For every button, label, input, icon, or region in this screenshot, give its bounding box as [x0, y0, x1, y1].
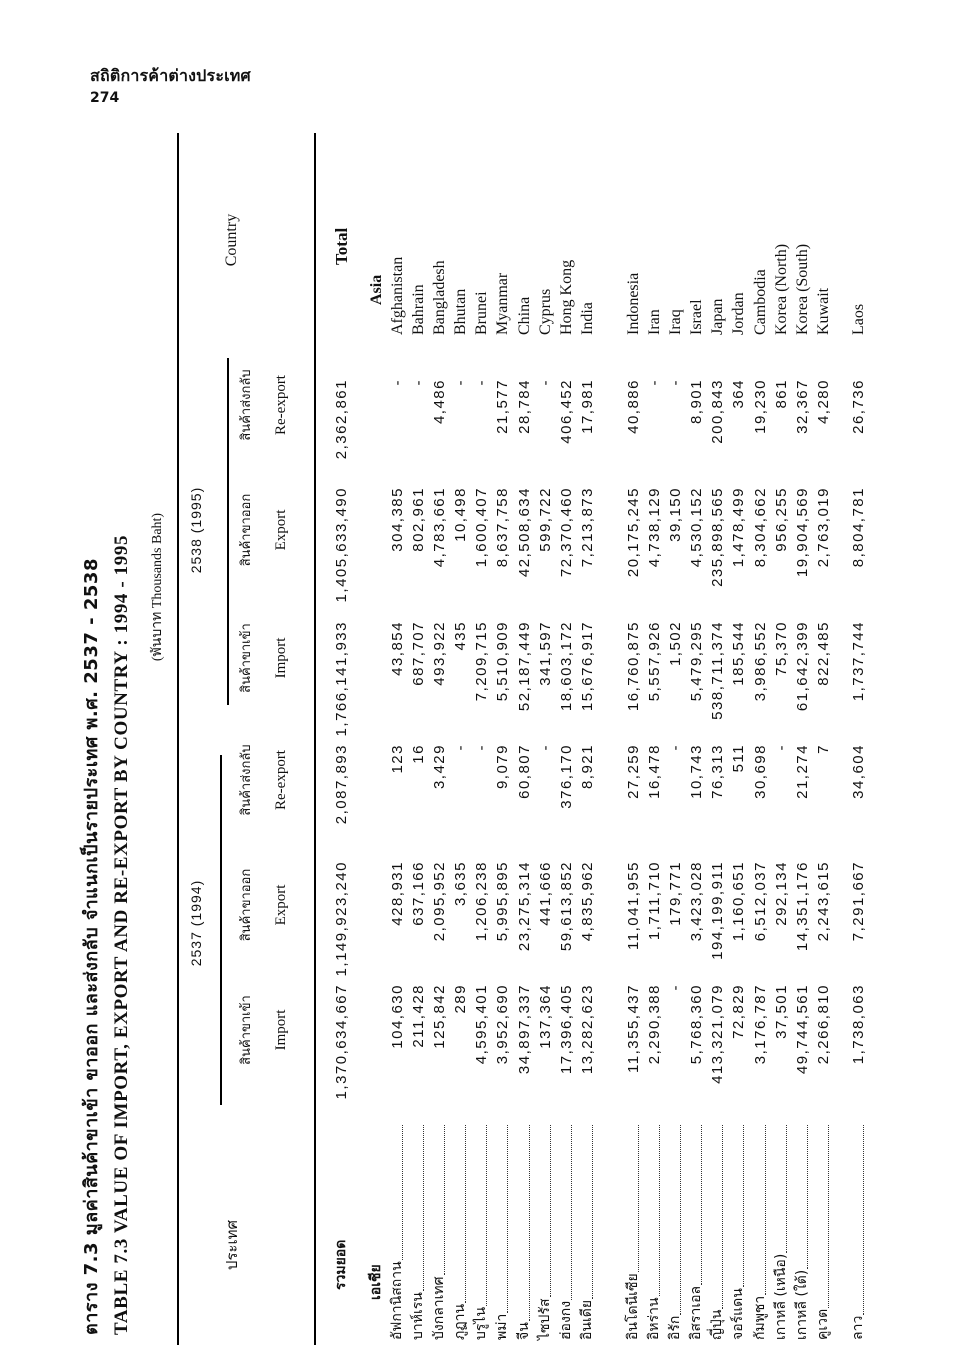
import-1995-value: 3,986,552	[751, 621, 769, 702]
reexport-1994-value: -	[452, 744, 470, 751]
export-1994-value: 14,351,176	[793, 861, 811, 952]
import-1995-value: 7,209,715	[473, 621, 491, 702]
country-name-thai-cell	[514, 1125, 535, 1340]
reexport-1995-value: 26,736	[850, 379, 867, 434]
country-name-thai-cell	[429, 1125, 450, 1340]
country-name-thai-cell	[492, 1125, 513, 1340]
country-group	[848, 133, 869, 1345]
country-name-thai: เกาหลี (ใต้)	[793, 1269, 810, 1340]
import-1995-value: 5,479,295	[688, 621, 706, 702]
import-1994-value: 289	[452, 984, 470, 1014]
column-header-export-1995: Export	[273, 509, 289, 551]
column-header-reexport-1995-thai: สินค้าส่งกลับ	[239, 369, 254, 441]
import-1995-value: 52,187,449	[515, 621, 533, 712]
total-export-1995: 1,405,633,490	[333, 487, 350, 603]
import-1994-value: 3,176,787	[751, 984, 769, 1065]
country-name-english: Indonesia	[625, 272, 642, 335]
import-1995-value: 15,676,917	[578, 621, 596, 712]
export-1995-value: 4,530,152	[688, 487, 706, 568]
dot-leader	[422, 1125, 424, 1291]
country-name-thai-cell	[750, 1125, 771, 1340]
export-1995-value: 1,478,499	[730, 487, 748, 568]
reexport-1995-value: 19,230	[751, 379, 769, 434]
export-1994-value: 5,995,895	[494, 861, 512, 942]
country-name-english: Hong Kong	[557, 259, 575, 335]
table-row	[408, 133, 429, 1345]
dot-leader	[827, 1125, 829, 1308]
reexport-1994-value: 3,429	[431, 744, 449, 790]
reexport-1995-value: 40,886	[625, 379, 642, 434]
import-1994-value: 13,282,623	[578, 984, 596, 1075]
country-name-thai: ภูฏาน	[452, 1303, 469, 1340]
import-1994-value: 5,768,360	[688, 984, 706, 1065]
export-1995-value: 8,304,662	[751, 487, 769, 568]
import-1994-value: 1,738,063	[850, 984, 867, 1065]
table-title-thai: ตาราง 7.3 มูลค่าสินค้าขาเข้า ขาออก และส่งกลับ จำแนกเป็นรายประเทศ พ.ศ. 2537 - 2538	[81, 558, 102, 1335]
import-1994-value: 4,595,401	[473, 984, 491, 1065]
country-name-thai-cell	[644, 1125, 665, 1340]
reexport-1994-value: 60,807	[515, 744, 533, 799]
country-name-thai: คูเวต	[814, 1308, 831, 1340]
import-1994-value: 104,630	[389, 984, 406, 1049]
export-1994-value: 11,041,955	[625, 861, 642, 950]
country-name-english: Laos	[850, 303, 867, 335]
export-1995-value: 8,804,781	[850, 487, 867, 568]
country-name-thai-cell	[535, 1125, 556, 1340]
reexport-1995-value: 28,784	[515, 379, 533, 434]
import-1994-value: 34,897,337	[515, 984, 533, 1075]
table-row	[750, 133, 771, 1345]
export-1995-value: 7,213,873	[578, 487, 596, 568]
year-1995-rule	[227, 358, 229, 705]
unit-label: (พันบาท Thousands Baht)	[150, 512, 165, 662]
reexport-1995-value: -	[410, 379, 428, 386]
import-1994-value: 413,321,079	[709, 984, 727, 1084]
export-1994-value: 2,243,615	[814, 861, 832, 942]
country-name-english: China	[515, 296, 533, 335]
total-import-1995: 1,766,141,933	[333, 621, 350, 737]
country-group	[623, 133, 834, 1345]
region-label-english: Asia	[368, 274, 385, 305]
reexport-1995-value: -	[389, 379, 406, 386]
reexport-1995-value: 406,452	[557, 379, 575, 444]
header-rule	[314, 133, 316, 1345]
country-name-english: Brunei	[473, 291, 491, 335]
country-name-thai: บรูไน	[473, 1306, 490, 1340]
country-name-thai-cell	[848, 1125, 869, 1340]
year-1994-rule	[220, 755, 222, 1105]
import-1995-value: 822,485	[814, 621, 832, 686]
country-name-thai: บังกลาเทศ	[431, 1276, 448, 1340]
import-1995-value: 16,760,875	[625, 621, 642, 712]
table-title-english: TABLE 7.3 VALUE OF IMPORT, EXPORT AND RE-EXPORT BY COUNTRY : 1994 - 1995	[111, 534, 132, 1335]
country-name-thai: อินเดีย	[578, 1299, 595, 1340]
column-header-import-1995: Import	[273, 637, 289, 679]
import-1994-value: 11,355,437	[625, 984, 642, 1073]
country-name-english: Israel	[688, 299, 706, 335]
export-1994-value: 1,160,651	[730, 861, 748, 942]
import-1994-value: -	[667, 984, 685, 991]
import-1994-value: 211,428	[410, 984, 428, 1048]
country-name-english: Iraq	[667, 309, 685, 335]
export-1994-value: 6,512,037	[751, 861, 769, 942]
reexport-1995-value: 200,843	[709, 379, 727, 444]
dot-leader	[806, 1125, 808, 1269]
table-row	[665, 133, 686, 1345]
country-name-english: Bhutan	[452, 288, 470, 335]
dot-leader	[679, 1125, 681, 1315]
column-header-reexport-1994: Re-export	[273, 750, 289, 810]
import-1994-value: 137,364	[536, 984, 554, 1049]
country-name-thai-cell	[577, 1125, 598, 1340]
country-name-english: Cyprus	[536, 288, 554, 335]
import-1995-value: 435	[452, 621, 470, 651]
total-label-thai: รวมยอด	[333, 1239, 349, 1290]
import-1995-value: 43,854	[389, 621, 406, 676]
country-header-thai: ประเทศ	[223, 1219, 241, 1271]
dot-leader	[401, 1125, 403, 1260]
country-name-thai: จอร์แดน	[730, 1288, 747, 1340]
country-name-thai: อิรัก	[667, 1315, 684, 1340]
table-row	[792, 133, 813, 1345]
import-1994-value: 17,396,405	[557, 984, 575, 1075]
export-1995-value: 10,498	[452, 487, 470, 542]
export-1994-value: 441,666	[536, 861, 554, 926]
import-1995-value: 341,597	[536, 621, 554, 686]
country-name-english: Cambodia	[751, 269, 769, 335]
statistics-table	[60, 133, 910, 1345]
reexport-1994-value: 21,274	[793, 744, 811, 799]
table-row	[492, 133, 513, 1345]
country-name-thai: ลาว	[850, 1315, 866, 1340]
export-1995-value: 599,722	[536, 487, 554, 552]
column-header-import-1995-thai: สินค้าขาเข้า	[239, 623, 254, 693]
table-row	[577, 133, 598, 1345]
dot-leader	[785, 1125, 787, 1253]
export-1994-value: 3,423,028	[688, 861, 706, 942]
reexport-1995-value: -	[452, 379, 470, 386]
import-1995-value: 493,922	[431, 621, 449, 686]
table-row	[471, 133, 492, 1345]
region-row-asia	[366, 133, 387, 1345]
country-name-english: Afghanistan	[389, 256, 406, 335]
reexport-1994-value: -	[473, 744, 491, 751]
dot-leader	[591, 1125, 593, 1299]
reexport-1995-value: 32,367	[793, 379, 811, 434]
export-1994-value: 194,199,911	[709, 861, 727, 960]
reexport-1995-value: -	[536, 379, 554, 386]
import-1995-value: 687,707	[410, 621, 428, 686]
country-name-thai-cell	[771, 1125, 792, 1340]
dot-leader	[658, 1125, 660, 1296]
export-1995-value: 39,150	[667, 487, 685, 542]
country-name-english: Jordan	[730, 292, 748, 335]
running-title: สถิติการค้าต่างประเทศ	[90, 66, 251, 85]
table-row	[450, 133, 471, 1345]
country-name-thai-cell	[707, 1125, 728, 1340]
country-name-thai: ฮ่องกง	[557, 1300, 574, 1340]
table-row	[556, 133, 577, 1345]
export-1995-value: 72,370,460	[557, 487, 575, 578]
reexport-1994-value: 9,079	[494, 744, 512, 790]
reexport-1994-value: 376,170	[557, 744, 575, 809]
column-header-import-1994-thai: สินค้าขาเข้า	[239, 995, 254, 1065]
country-name-thai: ไซปรัส	[536, 1298, 553, 1340]
dot-leader	[637, 1125, 639, 1272]
country-name-thai: บาห์เรน	[410, 1292, 427, 1340]
table-row	[848, 133, 869, 1345]
country-name-thai-cell	[728, 1125, 749, 1340]
export-1994-value: 1,206,238	[473, 861, 491, 942]
export-1995-value: 4,738,129	[646, 487, 664, 568]
export-1995-value: 1,600,407	[473, 487, 491, 568]
dot-leader	[570, 1125, 572, 1300]
total-export-1994: 1,149,923,240	[333, 861, 350, 977]
dot-leader	[549, 1125, 551, 1298]
import-1995-value: 18,603,172	[557, 621, 575, 712]
import-1995-value: 5,510,909	[494, 621, 512, 702]
total-import-1994: 1,370,634,667	[333, 984, 350, 1100]
dot-leader	[742, 1125, 744, 1287]
export-1994-value: 7,291,667	[850, 861, 867, 942]
country-name-thai: อินโดนีเซีย	[625, 1273, 641, 1340]
dot-leader	[764, 1125, 766, 1295]
country-name-thai: จีน	[515, 1322, 532, 1340]
country-name-english: Bahrain	[410, 284, 428, 335]
column-header-export-1995-thai: สินค้าขาออก	[239, 493, 254, 567]
year-header-1994: 2537 (1994)	[188, 879, 204, 967]
country-name-english: Korea (South)	[793, 243, 811, 335]
reexport-1994-value: 34,604	[850, 744, 867, 799]
import-1995-value: 75,370	[772, 621, 790, 676]
reexport-1994-value: 30,698	[751, 744, 769, 799]
import-1995-value: 1,502	[667, 621, 685, 667]
country-name-english: Japan	[709, 298, 727, 335]
region-label-thai: เอเชีย	[368, 1264, 384, 1300]
country-name-thai: ญี่ปุ่น	[709, 1309, 726, 1340]
column-header-export-1994: Export	[273, 884, 289, 926]
column-header-reexport-1994-thai: สินค้าส่งกลับ	[239, 744, 254, 816]
total-row	[331, 133, 352, 1345]
export-1994-value: 292,134	[772, 861, 790, 926]
table-row	[429, 133, 450, 1345]
export-1995-value: 956,255	[772, 487, 790, 552]
import-1994-value: 3,952,690	[494, 984, 512, 1065]
reexport-1995-value: 8,901	[688, 379, 706, 425]
country-name-thai-cell	[450, 1125, 471, 1340]
country-name-thai: เกาหลี (เหนือ)	[772, 1253, 789, 1340]
reexport-1994-value: 7	[814, 744, 832, 754]
country-name-thai: อัฟกานิสถาน	[389, 1261, 405, 1340]
table-row	[387, 133, 408, 1345]
table-row	[535, 133, 556, 1345]
column-header-import-1994: Import	[273, 1009, 289, 1051]
table-row	[644, 133, 665, 1345]
import-1995-value: 538,711,374	[709, 621, 727, 720]
export-1994-value: 637,166	[410, 861, 428, 926]
import-1994-value: 2,290,388	[646, 984, 664, 1065]
export-1995-value: 8,637,758	[494, 487, 512, 568]
country-name-thai-cell	[792, 1125, 813, 1340]
dot-leader	[528, 1125, 530, 1321]
country-name-thai-cell	[408, 1125, 429, 1340]
export-1994-value: 3,635	[452, 861, 470, 907]
reexport-1994-value: 8,921	[578, 744, 596, 790]
reexport-1995-value: 4,486	[431, 379, 449, 425]
table-row	[813, 133, 834, 1345]
dot-leader	[700, 1125, 702, 1285]
import-1994-value: 49,744,561	[793, 984, 811, 1075]
reexport-1994-value: 16	[410, 744, 428, 764]
country-name-thai-cell	[665, 1125, 686, 1340]
total-label-english: Total	[332, 227, 351, 265]
import-1994-value: 125,842	[431, 984, 449, 1049]
country-name-thai-cell	[813, 1125, 834, 1340]
country-name-english: Iran	[646, 309, 664, 335]
export-1995-value: 19,904,569	[793, 487, 811, 578]
country-name-thai-cell	[556, 1125, 577, 1340]
country-group	[387, 133, 598, 1345]
country-name-thai: อิหร่าน	[646, 1297, 663, 1340]
country-name-thai-cell	[686, 1125, 707, 1340]
dot-leader	[464, 1125, 466, 1303]
country-name-english: Bangladesh	[431, 260, 449, 335]
export-1994-value: 59,613,852	[557, 861, 575, 952]
country-name-thai-cell	[623, 1125, 644, 1340]
country-name-english: Kuwait	[814, 287, 832, 335]
reexport-1994-value: -	[536, 744, 554, 751]
dot-leader	[485, 1125, 487, 1306]
country-header-english: Country	[223, 213, 240, 267]
reexport-1994-value: -	[772, 744, 790, 751]
country-name-thai: อิสราเอล	[688, 1285, 705, 1340]
reexport-1995-value: 21,577	[494, 379, 512, 434]
reexport-1994-value: -	[667, 744, 685, 751]
table-row	[686, 133, 707, 1345]
export-1994-value: 428,931	[389, 861, 406, 926]
export-1994-value: 23,275,314	[515, 861, 533, 952]
top-rule	[177, 133, 179, 1345]
export-1995-value: 42,508,634	[515, 487, 533, 578]
reexport-1994-value: 76,313	[709, 744, 727, 799]
column-header-export-1994-thai: สินค้าขาออก	[239, 868, 254, 942]
dot-leader	[862, 1125, 864, 1315]
dot-leader	[506, 1125, 508, 1313]
reexport-1994-value: 123	[389, 744, 406, 774]
export-1995-value: 304,385	[389, 487, 406, 552]
import-1994-value: 37,501	[772, 984, 790, 1039]
reexport-1995-value: 4,280	[814, 379, 832, 425]
country-name-thai: พม่า	[494, 1313, 511, 1340]
export-1995-value: 802,961	[410, 487, 428, 552]
export-1995-value: 4,783,661	[431, 487, 449, 568]
table-row	[707, 133, 728, 1345]
table-row	[771, 133, 792, 1345]
dot-leader	[443, 1125, 445, 1275]
export-1994-value: 4,835,962	[578, 861, 596, 942]
reexport-1994-value: 10,743	[688, 744, 706, 799]
export-1995-value: 235,898,565	[709, 487, 727, 587]
country-name-english: India	[578, 302, 596, 335]
table-row	[623, 133, 644, 1345]
reexport-1994-value: 511	[730, 744, 748, 773]
dot-leader	[721, 1125, 723, 1309]
import-1994-value: 2,266,810	[814, 984, 832, 1065]
reexport-1995-value: -	[646, 379, 664, 386]
column-header-reexport-1995: Re-export	[273, 375, 289, 435]
total-reexport-1995: 2,362,861	[333, 379, 350, 460]
table-row	[514, 133, 535, 1345]
total-reexport-1994: 2,087,893	[333, 744, 350, 825]
page-number: 274	[90, 90, 120, 106]
country-name-thai: กัมพูชา	[751, 1295, 768, 1340]
import-1995-value: 1,737,744	[850, 621, 867, 702]
export-1994-value: 2,095,952	[431, 861, 449, 942]
country-name-thai-cell	[471, 1125, 492, 1340]
export-1994-value: 1,711,710	[646, 861, 664, 941]
import-1994-value: 72,829	[730, 984, 748, 1039]
country-name-english: Myanmar	[494, 272, 512, 335]
export-1995-value: 2,763,019	[814, 487, 832, 568]
reexport-1994-value: 27,259	[625, 744, 642, 799]
country-name-english: Korea (North)	[772, 243, 790, 335]
reexport-1994-value: 16,478	[646, 744, 664, 799]
reexport-1995-value: 17,981	[578, 379, 596, 434]
import-1995-value: 61,642,399	[793, 621, 811, 712]
reexport-1995-value: -	[473, 379, 491, 386]
table-row	[728, 133, 749, 1345]
import-1995-value: 5,557,926	[646, 621, 664, 702]
export-1995-value: 20,175,245	[625, 487, 642, 578]
reexport-1995-value: -	[667, 379, 685, 386]
year-header-1995: 2538 (1995)	[188, 486, 204, 574]
reexport-1995-value: 861	[772, 379, 790, 409]
export-1994-value: 179,771	[667, 861, 685, 926]
country-name-thai-cell	[387, 1125, 408, 1340]
reexport-1995-value: 364	[730, 379, 748, 409]
import-1995-value: 185,544	[730, 621, 748, 686]
